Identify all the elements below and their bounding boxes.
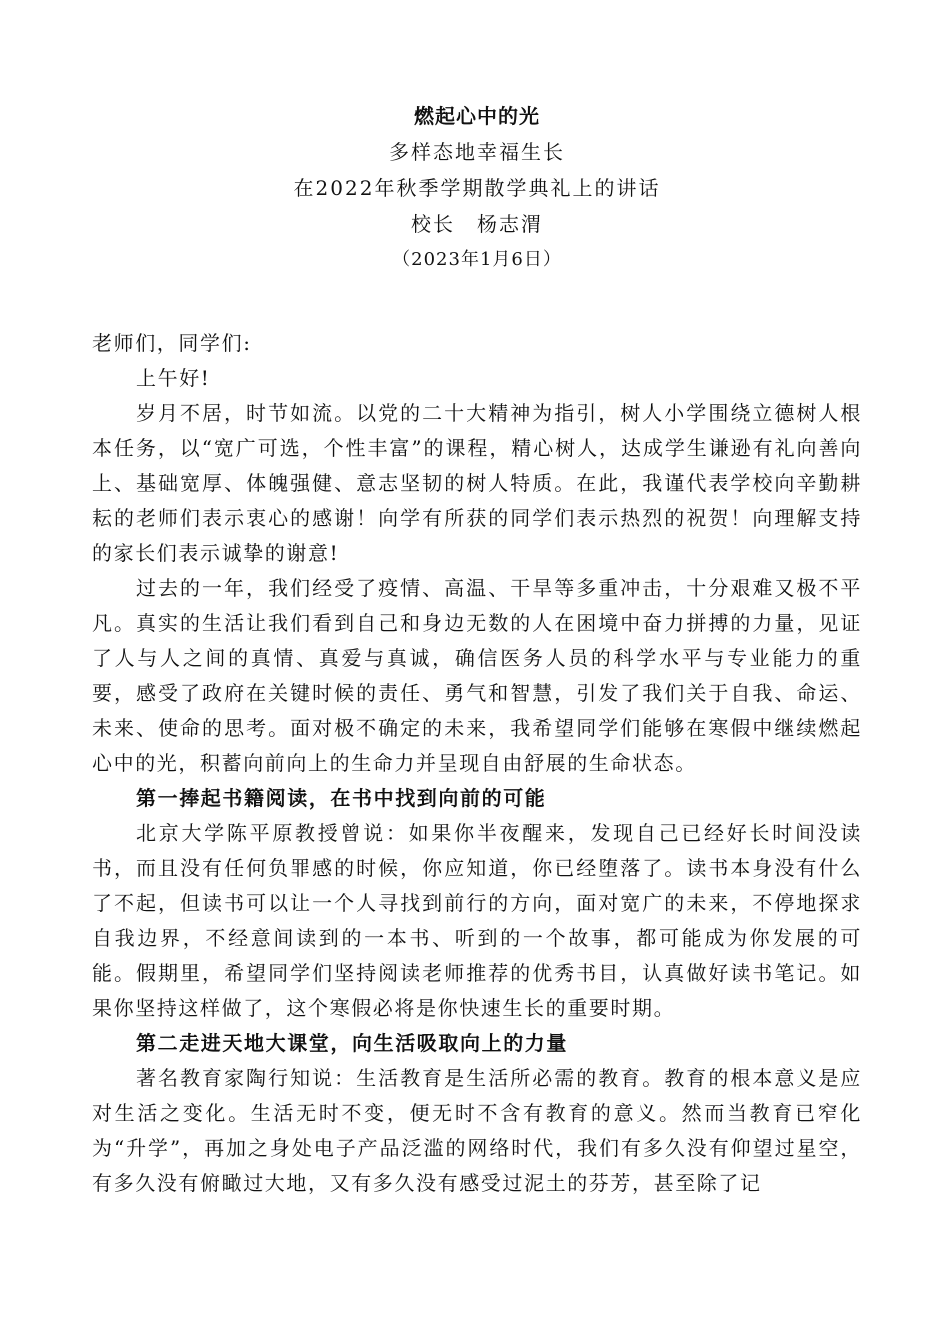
paragraph-2: 过去的一年，我们经受了疫情、高温、干旱等多重冲击，十分艰难又极不平凡。真实的生活让我们看到自己和身边无数的人在困境中奋力拼搏的力量，见证了人与人之间的真情、真爱与真诚，确信医务人员的科学水平与专业能力的重要，感受了政府在关键时候的责任、勇气和智慧，引发了我们关于自我、命运、未来、使命的思考。面对极不确定的未来，我希望同学们能够在寒假中继续燃起心中的光，积蓄向前向上的生命力并呈现自由舒展的生命状态。 <box>92 576 862 775</box>
date-line: （2023年1月6日） <box>392 249 562 270</box>
paragraph-3: 北京大学陈平原教授曾说：如果你半夜醒来，发现自己已经好长时间没读书，而且没有任何负罪感的时候，你应知道，你已经堕落了。读书本身没有什么了不起，但读书可以让一个人寻找到前行的方向，面对宽广的未来，不停地探求自我边界，不经意间读到的一本书、听到的一个故事，都可能成为你发展的可能。假期里，希望同学们坚持阅读老师推荐的优秀书目，认真做好读书笔记。如果你坚持这样做了，这个寒假必将是你快速生长的重要时期。 <box>92 821 862 1020</box>
section-heading-1: 第一捧起书籍阅读，在书中找到向前的可能 <box>136 786 547 810</box>
occasion-line: 在2022年秋季学期散学典礼上的讲话 <box>293 176 661 200</box>
section-heading-2: 第二走进天地大课堂，向生活吸取向上的力量 <box>136 1031 568 1055</box>
speaker-line: 校长 杨志渭 <box>411 212 543 236</box>
paragraph-1: 岁月不居，时节如流。以党的二十大精神为指引，树人小学围绕立德树人根本任务，以“宽广可选，个性丰富”的课程，精心树人，达成学生谦逊有礼向善向上、基础宽厚、体魄强健、意志坚韧的树人特质。在此，我谨代表学校向辛勤耕耘的老师们表示衷心的感谢！向学有所获的同学们表示热烈的祝贺！向理解支持的家长们表示诚挚的谢意! <box>92 401 862 565</box>
greeting: 上午好! <box>136 366 211 390</box>
subtitle: 多样态地幸福生长 <box>389 140 565 164</box>
document-page <box>92 88 862 1201</box>
page-title: 燃起心中的光 <box>414 104 540 128</box>
paragraph-4: 著名教育家陶行知说：生活教育是生活所必需的教育。教育的根本意义是应对生活之变化。生活无时不变，便无时不含有教育的意义。然而当教育已窄化为“升学”，再加之身处电子产品泛滥的网络时代，我们有多久没有仰望过星空，有多久没有俯瞰过大地，又有多久没有感受过泥土的芬芳，甚至除了记 <box>92 1066 862 1195</box>
salutation: 老师们，同学们: <box>92 331 252 355</box>
title-block <box>92 98 862 278</box>
speech-body <box>92 326 862 1201</box>
